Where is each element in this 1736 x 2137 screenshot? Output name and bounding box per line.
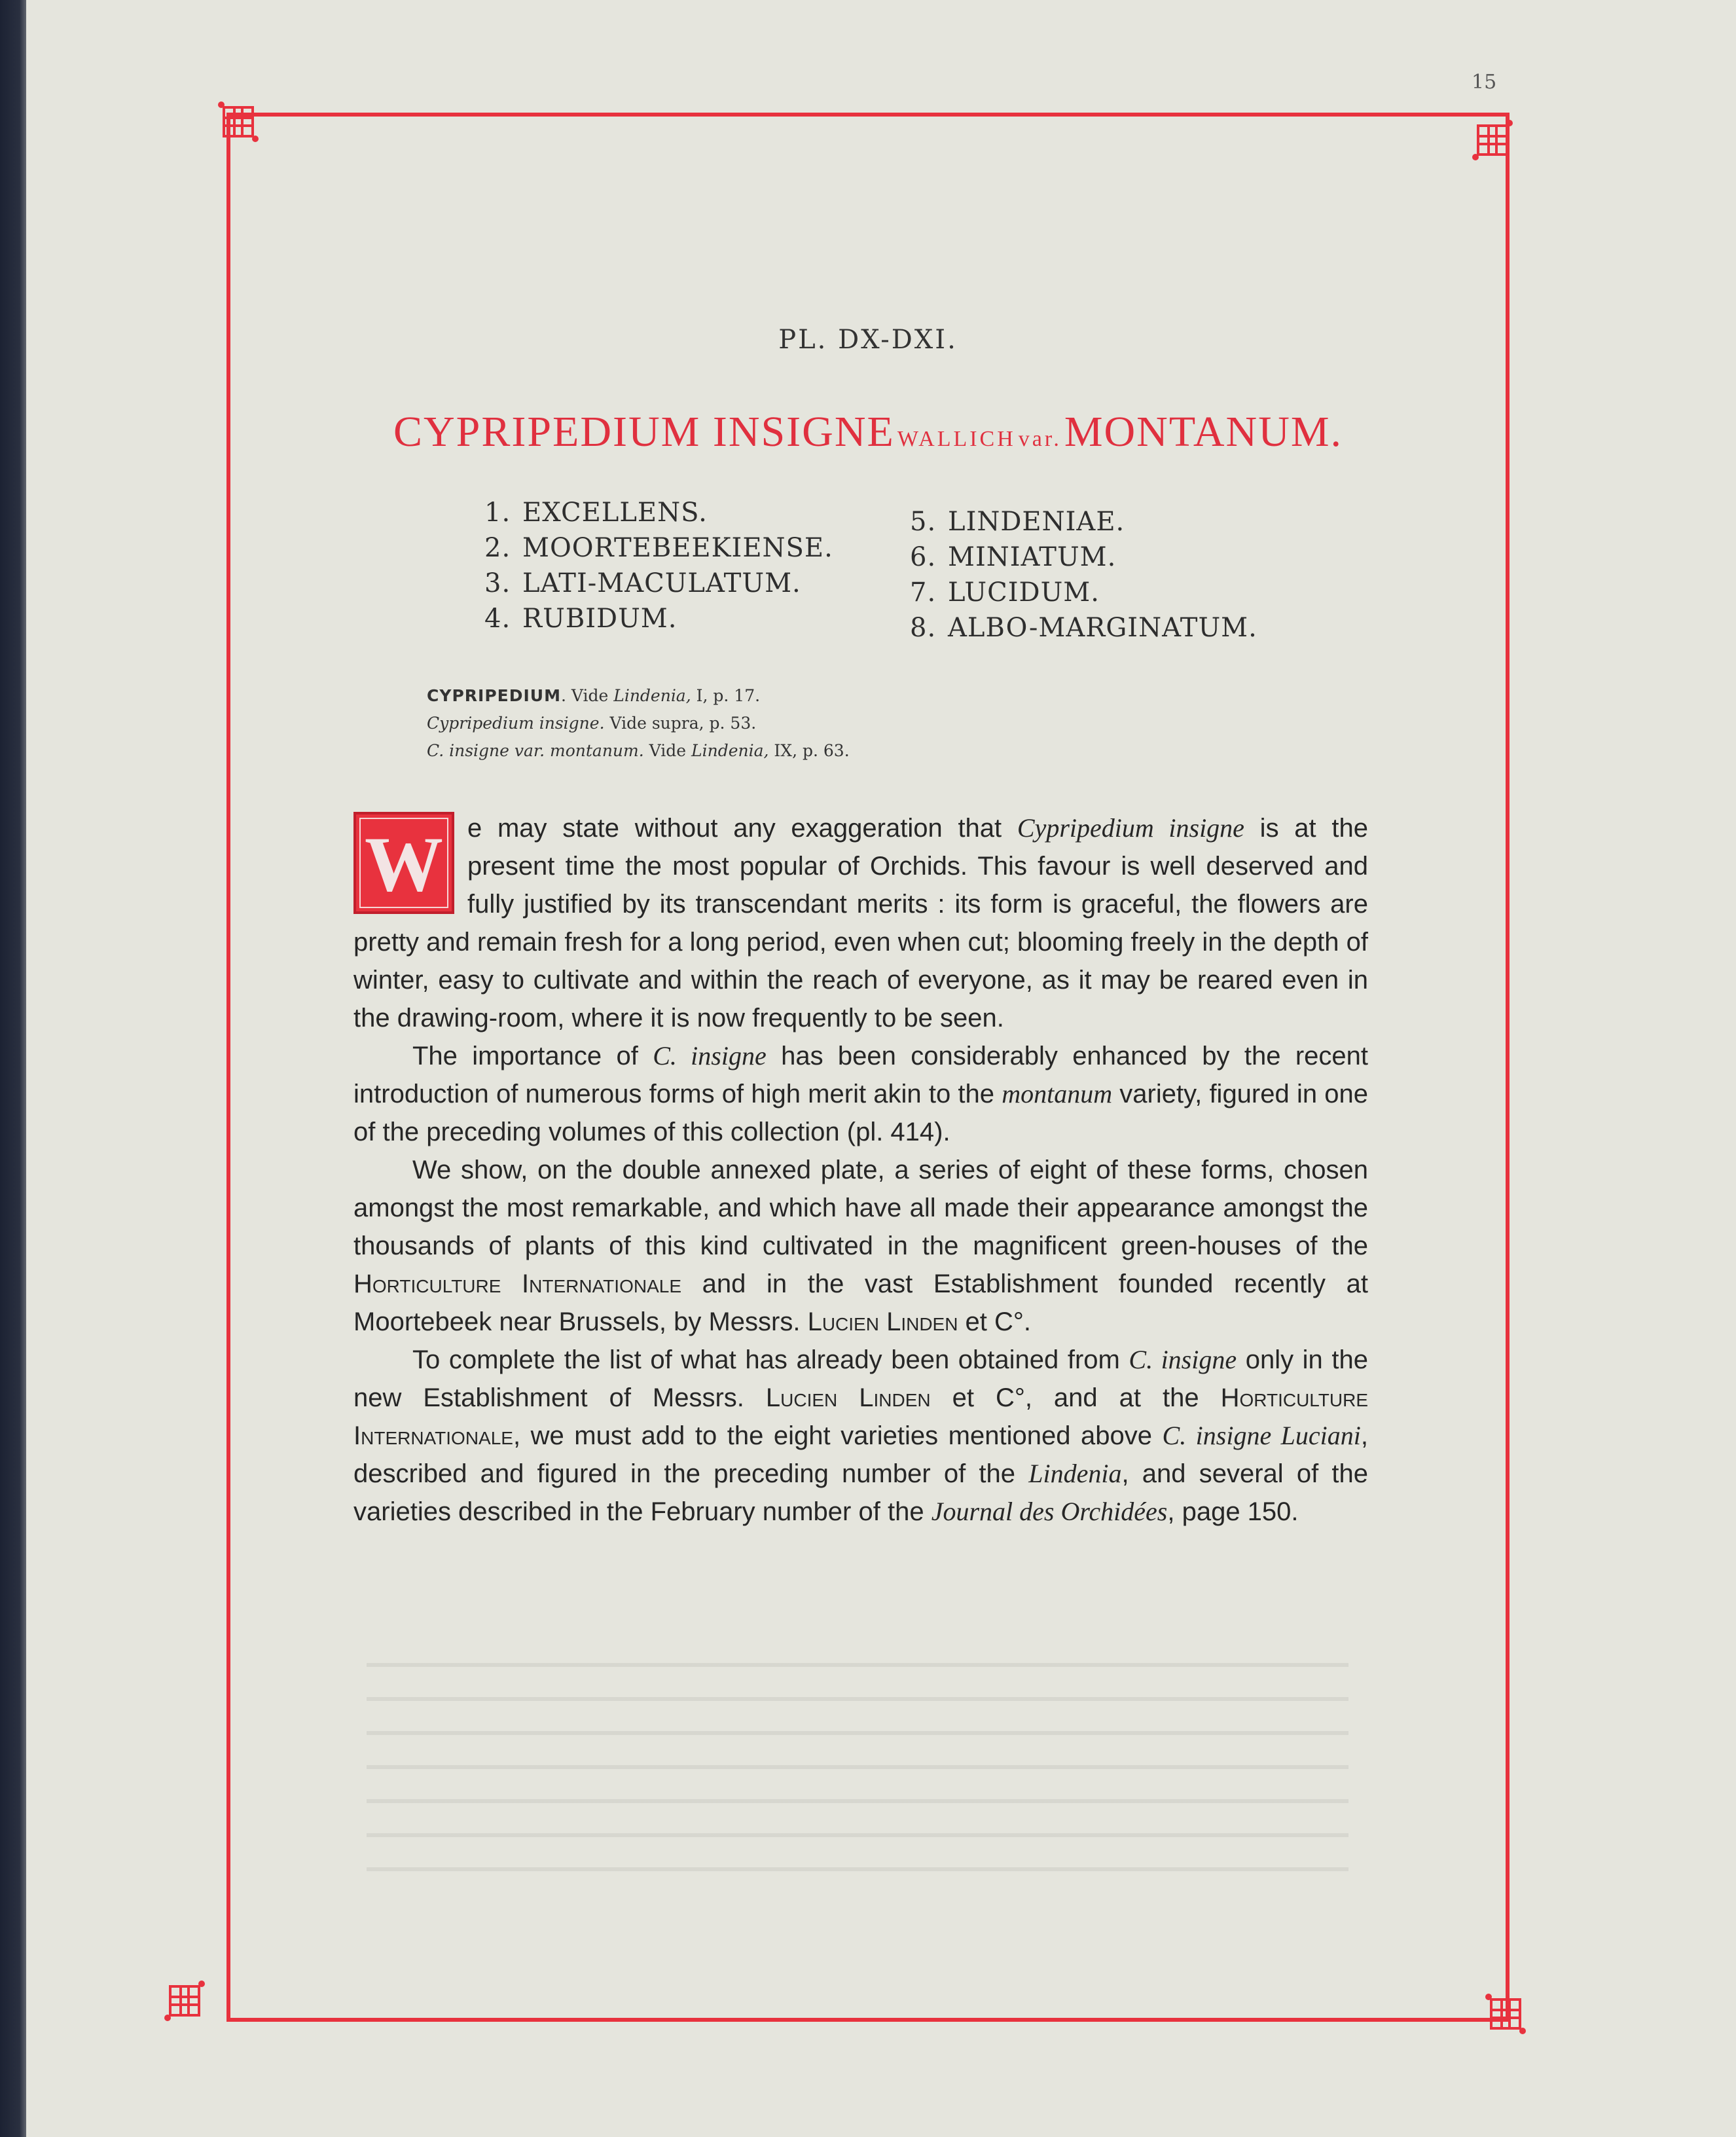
list-item: 8. ALBO-MARGINATUM. [910,613,1257,643]
reference-line: CYPRIPEDIUM. Vide Lindenia, I, p. 17. [427,686,761,705]
varieties-column-right [910,504,1257,646]
paragraph: To complete the list of what has already been obtained from C. insigne only in the new Establishment of Messrs. Lucien Linden et C°, and at the Horticulture Internationale, we must add to the eight varieties mentioned above C. insigne Luciani, described and figured in the preceding number of the Lindenia, and several of the varieties described in the February number of the Journal des Orchidées, page 150. [353,1345,1369,1526]
dropcap-letter: W [365,820,443,907]
reference-line: C. insigne var. montanum. Vide Lindenia, IX, p. 63. [427,741,850,760]
list-item: 7. LUCIDUM. [910,577,1100,608]
corner-ornament-icon [217,101,259,143]
page-number: 15 [1472,71,1497,94]
paragraph: W e may state without any exaggeration that Cypripedium insigne is at the present time the most popular of Orchids. This favour is well deserved and fully justified by its transcendant merits : its form is graceful, the flowers are pretty and remain fresh for a long period, even when cut; blooming freely in the depth of winter, easy to cultivate and within the reach of everyone, as it may be reared even in the drawing-room, where it is now frequently to be seen. [353,813,1369,1032]
list-item: 3. LATI-MACULATUM. [484,568,801,598]
show-through-text [367,1663,1348,1872]
corner-ornament-icon [1485,1993,1527,2035]
references [427,682,1212,765]
title-variety: MONTANUM. [1064,408,1343,456]
list-item: 6. MINIATUM. [910,542,1117,572]
dropcap-ornament [353,812,454,914]
page-title [0,407,1736,457]
title-var: var. [1018,427,1062,451]
title-author: WALLICH [897,427,1016,451]
paragraph: The importance of C. insigne has been considerably enhanced by the recent introduction of numerous forms of high merit akin to the montanum variety, figured in one of the preceding volumes of this collection (pl. 414). [353,1041,1369,1146]
reference-line: Cypripedium insigne. Vide supra, p. 53. [427,714,757,733]
article-body [353,809,1368,1531]
list-item: 5. LINDENIAE. [910,507,1125,537]
varieties-column-left [484,495,833,636]
corner-ornament-icon [1472,119,1513,161]
list-item: 2. MOORTEBEEKIENSE. [484,533,833,563]
list-item: 1. EXCELLENS. [484,498,708,528]
corner-ornament-icon [164,1980,206,2022]
varieties-list [484,495,1335,652]
title-genus: CYPRIPEDIUM INSIGNE [393,408,895,456]
list-item: 4. RUBIDUM. [484,604,678,634]
paragraph: We show, on the double annexed plate, a series of eight of these forms, chosen amongst the most remarkable, and which have all made their appearance amongst the thousands of plants of this kind cultivated in the magnificent green-houses of the Horticulture Internationale and in the vast Establishment founded recently at Moortebeek near Brussels, by Messrs. Lucien Linden et C°. [353,1156,1368,1336]
plate-number: PL. DX-DXI. [778,325,958,355]
